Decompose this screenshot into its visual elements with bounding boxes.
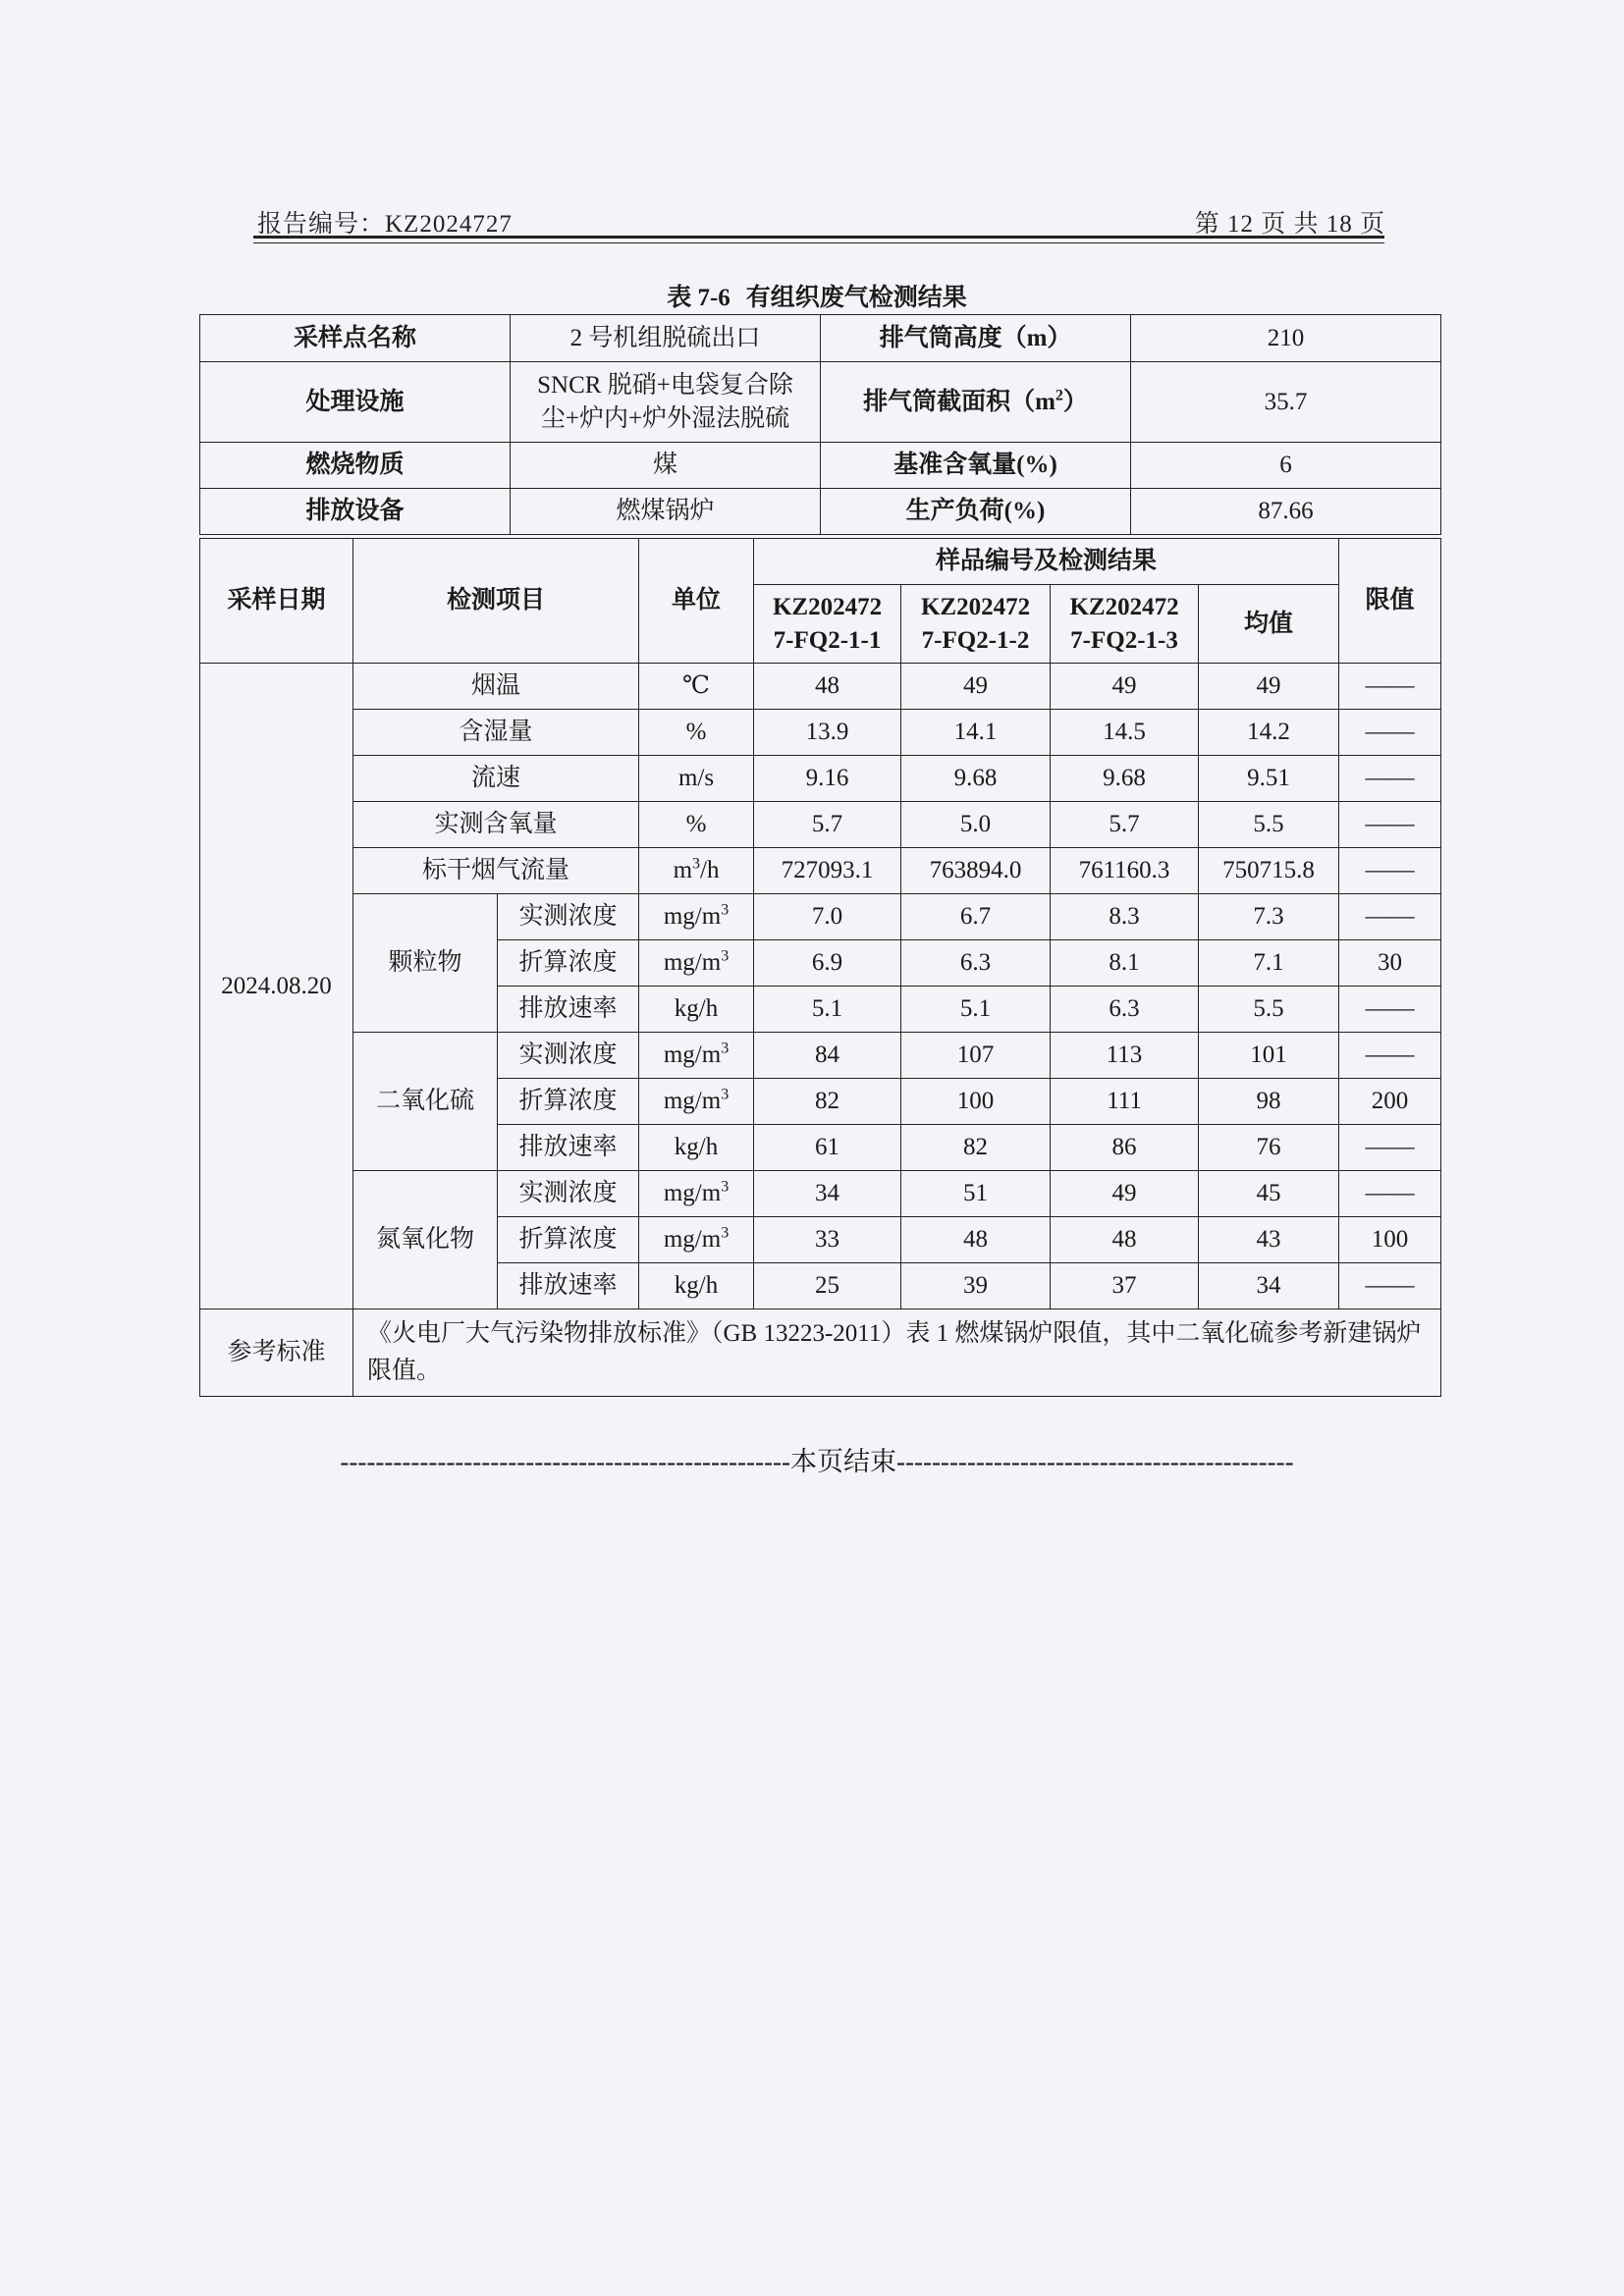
table-row	[200, 802, 1441, 848]
header-rule-thin	[253, 242, 1384, 243]
value-3: 14.5	[1051, 710, 1199, 756]
oxygen-label: 基准含氧量(%)	[821, 443, 1131, 489]
value-3: 761160.3	[1051, 848, 1199, 894]
value-2: 5.0	[901, 802, 1051, 848]
unit: ℃	[639, 664, 754, 710]
col-date: 采样日期	[200, 539, 353, 664]
header-row	[200, 539, 1441, 585]
sampling-date: 2024.08.20	[200, 664, 353, 1309]
report-number: 报告编号：KZ2024727	[257, 211, 513, 238]
limit-value: ——	[1339, 848, 1441, 894]
limit-value: ——	[1339, 1171, 1441, 1217]
limit-value: ——	[1339, 1125, 1441, 1171]
reference-text: 《火电厂大气污染物排放标准》（GB 13223-2011）表 1 燃煤锅炉限值，其中二氧化硫参考新建锅炉限值。	[353, 1309, 1441, 1397]
mean-value: 43	[1199, 1217, 1339, 1263]
sub-item: 排放速率	[498, 1263, 639, 1309]
pollutant-name: 二氧化硫	[353, 1033, 498, 1171]
sub-item: 排放速率	[498, 987, 639, 1033]
item-name: 含湿量	[353, 710, 639, 756]
mean-value: 5.5	[1199, 987, 1339, 1033]
value-2: 82	[901, 1125, 1051, 1171]
mean-value: 9.51	[1199, 756, 1339, 802]
reference-row	[200, 1309, 1441, 1397]
limit-value: ——	[1339, 664, 1441, 710]
load-label: 生产负荷(%)	[821, 489, 1131, 535]
limit-value: ——	[1339, 987, 1441, 1033]
col-unit: 单位	[639, 539, 754, 664]
table-row	[200, 664, 1441, 710]
facility-value-line: SNCR 脱硝+电袋复合除	[537, 371, 793, 399]
value-1: 7.0	[754, 894, 901, 940]
unit: $mg/m^3$	[639, 1079, 754, 1125]
value-1: 5.7	[754, 802, 901, 848]
table-title	[0, 278, 1624, 313]
sub-item: 排放速率	[498, 1125, 639, 1171]
table-row	[200, 848, 1441, 894]
limit-value: ——	[1339, 894, 1441, 940]
pollutant-name: 氮氧化物	[353, 1171, 498, 1309]
unit: %	[639, 802, 754, 848]
sub-item: 实测浓度	[498, 894, 639, 940]
value-2: 14.1	[901, 710, 1051, 756]
mean-value: 45	[1199, 1171, 1339, 1217]
col-limit: 限值	[1339, 539, 1441, 664]
value-2: 48	[901, 1217, 1051, 1263]
value-3: 5.7	[1051, 802, 1199, 848]
unit: kg/h	[639, 987, 754, 1033]
limit-value: ——	[1339, 1033, 1441, 1079]
table-row	[200, 710, 1441, 756]
value-2: 5.1	[901, 987, 1051, 1033]
mean-value: 34	[1199, 1263, 1339, 1309]
value-3: 8.1	[1051, 940, 1199, 987]
value-1: 13.9	[754, 710, 901, 756]
value-2: 9.68	[901, 756, 1051, 802]
facility-label: 处理设施	[200, 362, 511, 443]
value-2: 39	[901, 1263, 1051, 1309]
unit: $mg/m^3$	[639, 894, 754, 940]
stack-area-value: 35.7	[1131, 362, 1441, 443]
value-3: 8.3	[1051, 894, 1199, 940]
value-1: 5.1	[754, 987, 901, 1033]
reference-label: 参考标准	[200, 1309, 353, 1397]
value-3: 49	[1051, 1171, 1199, 1217]
limit-value: ——	[1339, 710, 1441, 756]
stack-height-value: 210	[1131, 315, 1441, 362]
info-row	[200, 489, 1441, 535]
col-item: 检测项目	[353, 539, 639, 664]
value-1: 25	[754, 1263, 901, 1309]
info-table	[199, 314, 1441, 535]
value-1: 61	[754, 1125, 901, 1171]
value-1: 33	[754, 1217, 901, 1263]
value-3: 9.68	[1051, 756, 1199, 802]
col-group: 样品编号及检测结果	[754, 539, 1339, 585]
sampling-point-label: 采样点名称	[200, 315, 511, 362]
limit-value: ——	[1339, 802, 1441, 848]
table-row	[200, 1171, 1441, 1217]
value-2: 763894.0	[901, 848, 1051, 894]
mean-value: 76	[1199, 1125, 1339, 1171]
unit: $m^3/h$	[639, 848, 754, 894]
value-1: 48	[754, 664, 901, 710]
fuel-value: 煤	[511, 443, 821, 489]
col-mean: 均值	[1199, 585, 1339, 664]
unit: kg/h	[639, 1125, 754, 1171]
info-row	[200, 315, 1441, 362]
sub-item: 折算浓度	[498, 1079, 639, 1125]
value-2: 107	[901, 1033, 1051, 1079]
info-row	[200, 443, 1441, 489]
value-2: 49	[901, 664, 1051, 710]
unit: $mg/m^3$	[639, 940, 754, 987]
table-row	[200, 1033, 1441, 1079]
item-name: 烟温	[353, 664, 639, 710]
sub-item: 折算浓度	[498, 1217, 639, 1263]
value-1: 6.9	[754, 940, 901, 987]
unit: kg/h	[639, 1263, 754, 1309]
value-2: 6.3	[901, 940, 1051, 987]
value-3: 6.3	[1051, 987, 1199, 1033]
unit: %	[639, 710, 754, 756]
unit: $mg/m^3$	[639, 1217, 754, 1263]
limit-value: ——	[1339, 756, 1441, 802]
unit: m/s	[639, 756, 754, 802]
page-indicator: 第 12 页 共 18 页	[1194, 211, 1385, 238]
mean-value: 7.3	[1199, 894, 1339, 940]
mean-value: 49	[1199, 664, 1339, 710]
oxygen-value: 6	[1131, 443, 1441, 489]
limit-value: 100	[1339, 1217, 1441, 1263]
limit-value: 200	[1339, 1079, 1441, 1125]
item-name: 流速	[353, 756, 639, 802]
unit: $mg/m^3$	[639, 1033, 754, 1079]
equipment-label: 排放设备	[200, 489, 511, 535]
value-3: 111	[1051, 1079, 1199, 1125]
value-3: 86	[1051, 1125, 1199, 1171]
equipment-value: 燃煤锅炉	[511, 489, 821, 535]
header-rule-thick	[253, 236, 1384, 239]
table-number: 表 7-6	[667, 285, 731, 311]
sampling-point-value: 2 号机组脱硫出口	[511, 315, 821, 362]
value-3: 49	[1051, 664, 1199, 710]
facility-value	[511, 362, 821, 443]
limit-value: ——	[1339, 1263, 1441, 1309]
col-sample-1: KZ202472 7-FQ2-1-1	[754, 585, 901, 664]
fuel-label: 燃烧物质	[200, 443, 511, 489]
value-1: 727093.1	[754, 848, 901, 894]
mean-value: 101	[1199, 1033, 1339, 1079]
item-name: 实测含氧量	[353, 802, 639, 848]
sub-item: 实测浓度	[498, 1171, 639, 1217]
table-row	[200, 756, 1441, 802]
page-end-marker: ---------------------------------------------------本页结束---------------------------------------------	[340, 1447, 1294, 1476]
mean-value: 7.1	[1199, 940, 1339, 987]
mean-value: 14.2	[1199, 710, 1339, 756]
pollutant-name: 颗粒物	[353, 894, 498, 1033]
sub-item: 折算浓度	[498, 940, 639, 987]
unit: $mg/m^3$	[639, 1171, 754, 1217]
table-row	[200, 894, 1441, 940]
value-2: 6.7	[901, 894, 1051, 940]
value-3: 113	[1051, 1033, 1199, 1079]
mean-value: 5.5	[1199, 802, 1339, 848]
load-value: 87.66	[1131, 489, 1441, 535]
value-3: 48	[1051, 1217, 1199, 1263]
value-1: 82	[754, 1079, 901, 1125]
value-1: 34	[754, 1171, 901, 1217]
col-sample-2: KZ202472 7-FQ2-1-2	[901, 585, 1051, 664]
mean-value: 98	[1199, 1079, 1339, 1125]
stack-height-label: 排气筒高度（m）	[821, 315, 1131, 362]
sub-item: 实测浓度	[498, 1033, 639, 1079]
value-2: 100	[901, 1079, 1051, 1125]
info-row	[200, 362, 1441, 443]
stack-area-label: 排气筒截面积$(m^2)$	[821, 362, 1131, 443]
limit-value: 30	[1339, 940, 1441, 987]
results-table	[199, 538, 1441, 1397]
mean-value: 750715.8	[1199, 848, 1339, 894]
col-sample-3: KZ202472 7-FQ2-1-3	[1051, 585, 1199, 664]
value-1: 9.16	[754, 756, 901, 802]
item-name: 标干烟气流量	[353, 848, 639, 894]
table-caption: 有组织废气检测结果	[745, 285, 967, 311]
value-3: 37	[1051, 1263, 1199, 1309]
value-1: 84	[754, 1033, 901, 1079]
facility-value-line: 尘+炉内+炉外湿法脱硫	[540, 404, 790, 432]
value-2: 51	[901, 1171, 1051, 1217]
